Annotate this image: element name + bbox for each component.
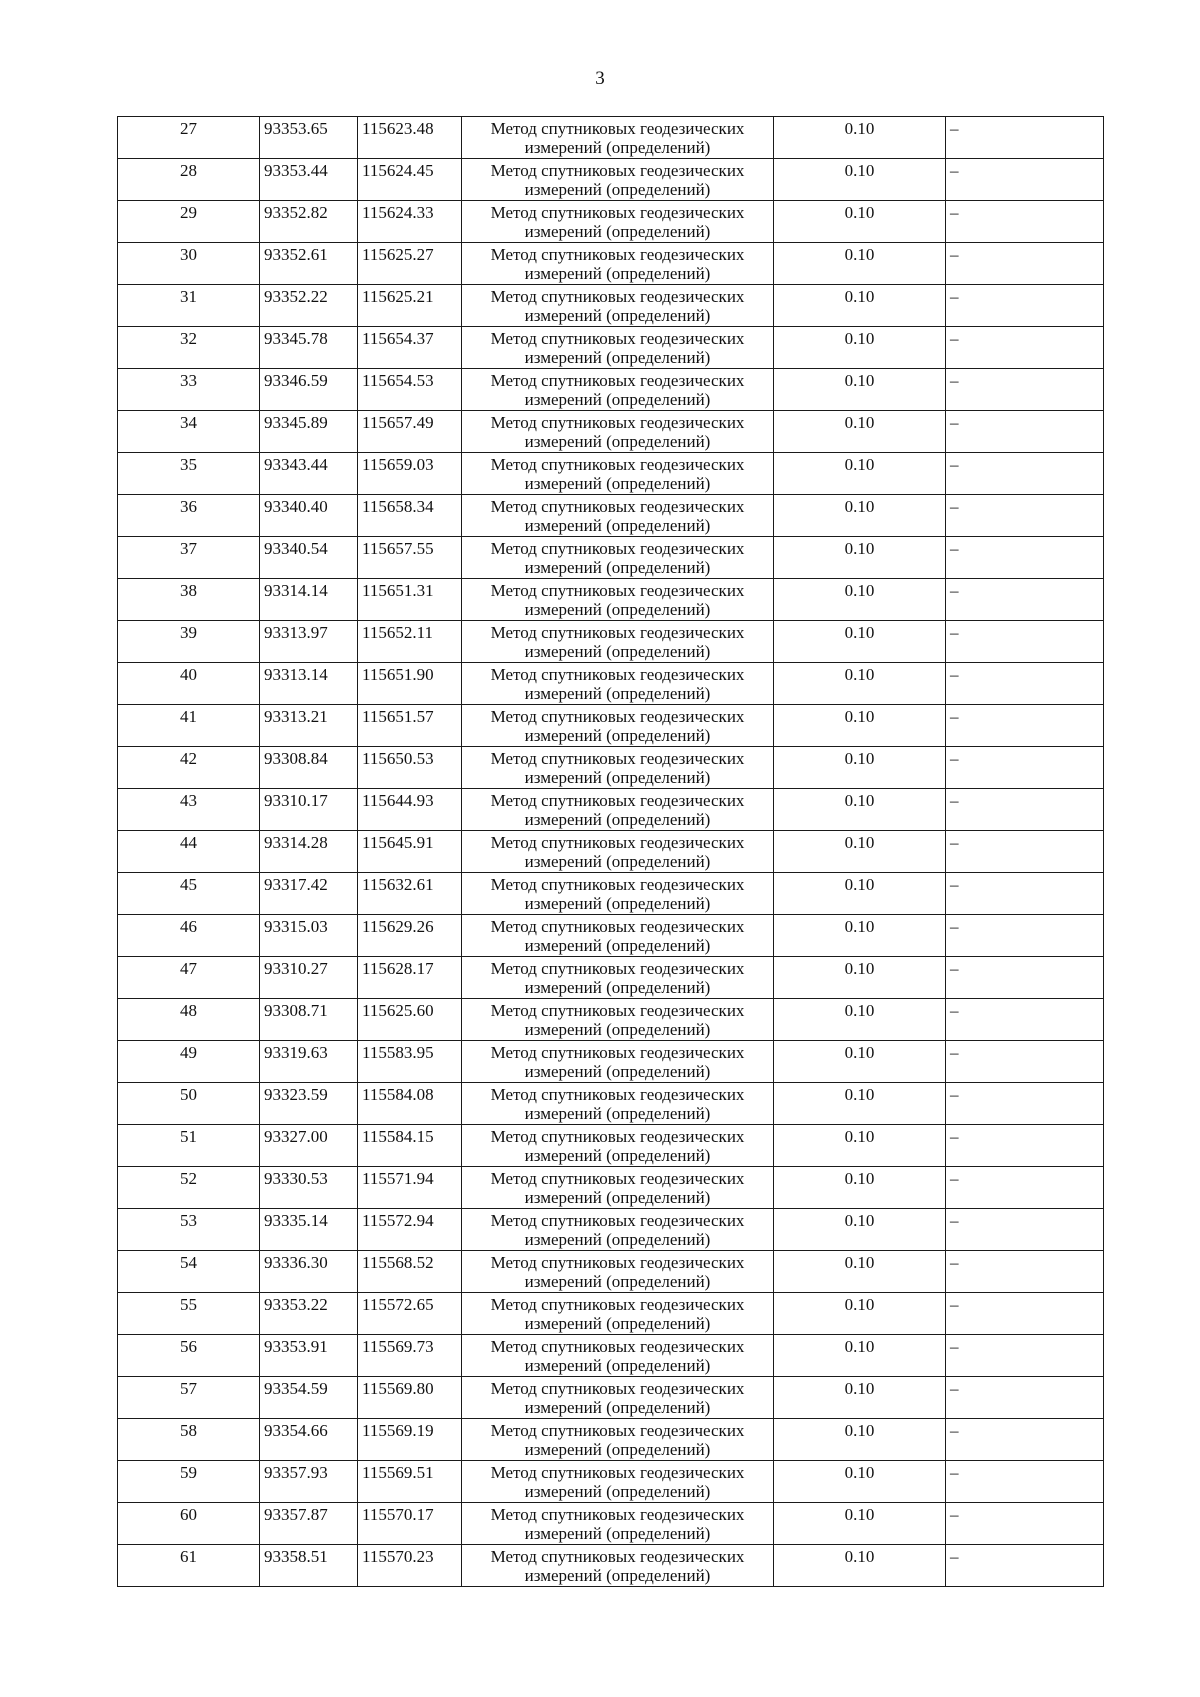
y-coordinate-cell: 115625.60 xyxy=(358,999,462,1041)
y-coordinate-cell: 115651.31 xyxy=(358,579,462,621)
x-coordinate-cell: 93340.40 xyxy=(260,495,358,537)
method-cell: Метод спутниковых геодезических измерений (определений) xyxy=(462,243,774,285)
point-number-cell: 59 xyxy=(118,1461,260,1503)
accuracy-cell: 0.10 xyxy=(774,873,946,915)
y-coordinate-cell: 115659.03 xyxy=(358,453,462,495)
accuracy-cell: 0.10 xyxy=(774,285,946,327)
point-number-cell: 56 xyxy=(118,1335,260,1377)
accuracy-cell: 0.10 xyxy=(774,1209,946,1251)
y-coordinate-cell: 115628.17 xyxy=(358,957,462,999)
note-cell: – xyxy=(946,663,1104,705)
note-cell: – xyxy=(946,1377,1104,1419)
y-coordinate-cell: 115569.73 xyxy=(358,1335,462,1377)
point-number-cell: 46 xyxy=(118,915,260,957)
note-cell: – xyxy=(946,1335,1104,1377)
accuracy-cell: 0.10 xyxy=(774,1293,946,1335)
table-row xyxy=(118,285,1104,327)
note-cell: – xyxy=(946,1293,1104,1335)
accuracy-cell: 0.10 xyxy=(774,243,946,285)
y-coordinate-cell: 115572.65 xyxy=(358,1293,462,1335)
y-coordinate-cell: 115570.17 xyxy=(358,1503,462,1545)
point-number-cell: 55 xyxy=(118,1293,260,1335)
coordinates-table xyxy=(117,116,1104,1587)
x-coordinate-cell: 93346.59 xyxy=(260,369,358,411)
method-cell: Метод спутниковых геодезических измерений (определений) xyxy=(462,873,774,915)
point-number-cell: 58 xyxy=(118,1419,260,1461)
y-coordinate-cell: 115570.23 xyxy=(358,1545,462,1587)
x-coordinate-cell: 93353.91 xyxy=(260,1335,358,1377)
table-row xyxy=(118,117,1104,159)
accuracy-cell: 0.10 xyxy=(774,621,946,663)
point-number-cell: 43 xyxy=(118,789,260,831)
table-row xyxy=(118,999,1104,1041)
y-coordinate-cell: 115645.91 xyxy=(358,831,462,873)
method-cell: Метод спутниковых геодезических измерений (определений) xyxy=(462,453,774,495)
point-number-cell: 40 xyxy=(118,663,260,705)
accuracy-cell: 0.10 xyxy=(774,495,946,537)
accuracy-cell: 0.10 xyxy=(774,999,946,1041)
note-cell: – xyxy=(946,705,1104,747)
note-cell: – xyxy=(946,915,1104,957)
note-cell: – xyxy=(946,327,1104,369)
method-cell: Метод спутниковых геодезических измерений (определений) xyxy=(462,1335,774,1377)
method-cell: Метод спутниковых геодезических измерений (определений) xyxy=(462,411,774,453)
y-coordinate-cell: 115584.15 xyxy=(358,1125,462,1167)
y-coordinate-cell: 115652.11 xyxy=(358,621,462,663)
x-coordinate-cell: 93345.89 xyxy=(260,411,358,453)
accuracy-cell: 0.10 xyxy=(774,1125,946,1167)
table-row xyxy=(118,1545,1104,1587)
y-coordinate-cell: 115571.94 xyxy=(358,1167,462,1209)
x-coordinate-cell: 93314.28 xyxy=(260,831,358,873)
y-coordinate-cell: 115650.53 xyxy=(358,747,462,789)
accuracy-cell: 0.10 xyxy=(774,789,946,831)
note-cell: – xyxy=(946,1083,1104,1125)
note-cell: – xyxy=(946,243,1104,285)
accuracy-cell: 0.10 xyxy=(774,201,946,243)
y-coordinate-cell: 115569.51 xyxy=(358,1461,462,1503)
point-number-cell: 54 xyxy=(118,1251,260,1293)
method-cell: Метод спутниковых геодезических измерений (определений) xyxy=(462,1041,774,1083)
x-coordinate-cell: 93310.27 xyxy=(260,957,358,999)
point-number-cell: 45 xyxy=(118,873,260,915)
table-row xyxy=(118,369,1104,411)
table-row xyxy=(118,873,1104,915)
accuracy-cell: 0.10 xyxy=(774,1041,946,1083)
method-cell: Метод спутниковых геодезических измерений (определений) xyxy=(462,1125,774,1167)
table-row xyxy=(118,1125,1104,1167)
point-number-cell: 28 xyxy=(118,159,260,201)
x-coordinate-cell: 93352.82 xyxy=(260,201,358,243)
method-cell: Метод спутниковых геодезических измерений (определений) xyxy=(462,915,774,957)
note-cell: – xyxy=(946,999,1104,1041)
point-number-cell: 47 xyxy=(118,957,260,999)
table-row xyxy=(118,1167,1104,1209)
point-number-cell: 57 xyxy=(118,1377,260,1419)
method-cell: Метод спутниковых геодезических измерений (определений) xyxy=(462,1209,774,1251)
table-row xyxy=(118,495,1104,537)
y-coordinate-cell: 115632.61 xyxy=(358,873,462,915)
table-row xyxy=(118,201,1104,243)
note-cell: – xyxy=(946,453,1104,495)
x-coordinate-cell: 93313.14 xyxy=(260,663,358,705)
accuracy-cell: 0.10 xyxy=(774,159,946,201)
y-coordinate-cell: 115623.48 xyxy=(358,117,462,159)
x-coordinate-cell: 93308.71 xyxy=(260,999,358,1041)
table-row xyxy=(118,1461,1104,1503)
method-cell: Метод спутниковых геодезических измерений (определений) xyxy=(462,201,774,243)
x-coordinate-cell: 93345.78 xyxy=(260,327,358,369)
table-row xyxy=(118,1083,1104,1125)
method-cell: Метод спутниковых геодезических измерений (определений) xyxy=(462,789,774,831)
table-row xyxy=(118,1377,1104,1419)
table-row xyxy=(118,915,1104,957)
x-coordinate-cell: 93352.61 xyxy=(260,243,358,285)
x-coordinate-cell: 93323.59 xyxy=(260,1083,358,1125)
point-number-cell: 50 xyxy=(118,1083,260,1125)
x-coordinate-cell: 93313.97 xyxy=(260,621,358,663)
point-number-cell: 52 xyxy=(118,1167,260,1209)
y-coordinate-cell: 115625.21 xyxy=(358,285,462,327)
note-cell: – xyxy=(946,159,1104,201)
y-coordinate-cell: 115568.52 xyxy=(358,1251,462,1293)
method-cell: Метод спутниковых геодезических измерений (определений) xyxy=(462,1083,774,1125)
accuracy-cell: 0.10 xyxy=(774,1377,946,1419)
note-cell: – xyxy=(946,957,1104,999)
x-coordinate-cell: 93353.22 xyxy=(260,1293,358,1335)
table-row xyxy=(118,1251,1104,1293)
note-cell: – xyxy=(946,1041,1104,1083)
y-coordinate-cell: 115658.34 xyxy=(358,495,462,537)
x-coordinate-cell: 93352.22 xyxy=(260,285,358,327)
x-coordinate-cell: 93343.44 xyxy=(260,453,358,495)
point-number-cell: 61 xyxy=(118,1545,260,1587)
point-number-cell: 31 xyxy=(118,285,260,327)
table-row xyxy=(118,1335,1104,1377)
note-cell: – xyxy=(946,873,1104,915)
table-row xyxy=(118,1419,1104,1461)
method-cell: Метод спутниковых геодезических измерений (определений) xyxy=(462,117,774,159)
point-number-cell: 49 xyxy=(118,1041,260,1083)
accuracy-cell: 0.10 xyxy=(774,1251,946,1293)
table-row xyxy=(118,579,1104,621)
method-cell: Метод спутниковых геодезических измерений (определений) xyxy=(462,537,774,579)
method-cell: Метод спутниковых геодезических измерений (определений) xyxy=(462,1461,774,1503)
table-row xyxy=(118,621,1104,663)
accuracy-cell: 0.10 xyxy=(774,915,946,957)
accuracy-cell: 0.10 xyxy=(774,705,946,747)
point-number-cell: 32 xyxy=(118,327,260,369)
y-coordinate-cell: 115657.49 xyxy=(358,411,462,453)
y-coordinate-cell: 115629.26 xyxy=(358,915,462,957)
method-cell: Метод спутниковых геодезических измерений (определений) xyxy=(462,285,774,327)
point-number-cell: 38 xyxy=(118,579,260,621)
method-cell: Метод спутниковых геодезических измерений (определений) xyxy=(462,1377,774,1419)
method-cell: Метод спутниковых геодезических измерений (определений) xyxy=(462,999,774,1041)
table-row xyxy=(118,1041,1104,1083)
x-coordinate-cell: 93310.17 xyxy=(260,789,358,831)
x-coordinate-cell: 93354.66 xyxy=(260,1419,358,1461)
note-cell: – xyxy=(946,201,1104,243)
accuracy-cell: 0.10 xyxy=(774,369,946,411)
note-cell: – xyxy=(946,285,1104,327)
point-number-cell: 39 xyxy=(118,621,260,663)
accuracy-cell: 0.10 xyxy=(774,1461,946,1503)
x-coordinate-cell: 93358.51 xyxy=(260,1545,358,1587)
accuracy-cell: 0.10 xyxy=(774,453,946,495)
x-coordinate-cell: 93335.14 xyxy=(260,1209,358,1251)
y-coordinate-cell: 115651.90 xyxy=(358,663,462,705)
table-row xyxy=(118,327,1104,369)
note-cell: – xyxy=(946,579,1104,621)
method-cell: Метод спутниковых геодезических измерений (определений) xyxy=(462,747,774,789)
point-number-cell: 37 xyxy=(118,537,260,579)
y-coordinate-cell: 115569.80 xyxy=(358,1377,462,1419)
table-row xyxy=(118,537,1104,579)
accuracy-cell: 0.10 xyxy=(774,1167,946,1209)
note-cell: – xyxy=(946,537,1104,579)
note-cell: – xyxy=(946,411,1104,453)
accuracy-cell: 0.10 xyxy=(774,957,946,999)
note-cell: – xyxy=(946,831,1104,873)
y-coordinate-cell: 115624.45 xyxy=(358,159,462,201)
accuracy-cell: 0.10 xyxy=(774,537,946,579)
x-coordinate-cell: 93313.21 xyxy=(260,705,358,747)
table-row xyxy=(118,663,1104,705)
y-coordinate-cell: 115651.57 xyxy=(358,705,462,747)
note-cell: – xyxy=(946,1209,1104,1251)
y-coordinate-cell: 115584.08 xyxy=(358,1083,462,1125)
method-cell: Метод спутниковых геодезических измерений (определений) xyxy=(462,1545,774,1587)
note-cell: – xyxy=(946,747,1104,789)
method-cell: Метод спутниковых геодезических измерений (определений) xyxy=(462,1167,774,1209)
x-coordinate-cell: 93319.63 xyxy=(260,1041,358,1083)
note-cell: – xyxy=(946,1419,1104,1461)
y-coordinate-cell: 115569.19 xyxy=(358,1419,462,1461)
x-coordinate-cell: 93308.84 xyxy=(260,747,358,789)
table-row xyxy=(118,1503,1104,1545)
x-coordinate-cell: 93353.65 xyxy=(260,117,358,159)
table-row xyxy=(118,1209,1104,1251)
y-coordinate-cell: 115625.27 xyxy=(358,243,462,285)
x-coordinate-cell: 93357.93 xyxy=(260,1461,358,1503)
note-cell: – xyxy=(946,117,1104,159)
x-coordinate-cell: 93340.54 xyxy=(260,537,358,579)
page-number: 3 xyxy=(595,68,605,89)
coordinates-table-body xyxy=(118,117,1104,1587)
accuracy-cell: 0.10 xyxy=(774,1545,946,1587)
x-coordinate-cell: 93330.53 xyxy=(260,1167,358,1209)
method-cell: Метод спутниковых геодезических измерений (определений) xyxy=(462,663,774,705)
method-cell: Метод спутниковых геодезических измерений (определений) xyxy=(462,957,774,999)
x-coordinate-cell: 93314.14 xyxy=(260,579,358,621)
x-coordinate-cell: 93357.87 xyxy=(260,1503,358,1545)
table-row xyxy=(118,789,1104,831)
method-cell: Метод спутниковых геодезических измерений (определений) xyxy=(462,369,774,411)
note-cell: – xyxy=(946,1503,1104,1545)
accuracy-cell: 0.10 xyxy=(774,1335,946,1377)
table-row xyxy=(118,957,1104,999)
y-coordinate-cell: 115583.95 xyxy=(358,1041,462,1083)
x-coordinate-cell: 93327.00 xyxy=(260,1125,358,1167)
method-cell: Метод спутниковых геодезических измерений (определений) xyxy=(462,1419,774,1461)
method-cell: Метод спутниковых геодезических измерений (определений) xyxy=(462,705,774,747)
point-number-cell: 44 xyxy=(118,831,260,873)
table-row xyxy=(118,159,1104,201)
note-cell: – xyxy=(946,1251,1104,1293)
method-cell: Метод спутниковых геодезических измерений (определений) xyxy=(462,1503,774,1545)
y-coordinate-cell: 115657.55 xyxy=(358,537,462,579)
accuracy-cell: 0.10 xyxy=(774,831,946,873)
table-row xyxy=(118,243,1104,285)
note-cell: – xyxy=(946,1167,1104,1209)
note-cell: – xyxy=(946,1461,1104,1503)
table-row xyxy=(118,831,1104,873)
table-row xyxy=(118,1293,1104,1335)
point-number-cell: 33 xyxy=(118,369,260,411)
x-coordinate-cell: 93317.42 xyxy=(260,873,358,915)
point-number-cell: 36 xyxy=(118,495,260,537)
accuracy-cell: 0.10 xyxy=(774,411,946,453)
note-cell: – xyxy=(946,495,1104,537)
y-coordinate-cell: 115624.33 xyxy=(358,201,462,243)
point-number-cell: 42 xyxy=(118,747,260,789)
point-number-cell: 34 xyxy=(118,411,260,453)
accuracy-cell: 0.10 xyxy=(774,117,946,159)
x-coordinate-cell: 93353.44 xyxy=(260,159,358,201)
accuracy-cell: 0.10 xyxy=(774,1083,946,1125)
x-coordinate-cell: 93354.59 xyxy=(260,1377,358,1419)
accuracy-cell: 0.10 xyxy=(774,747,946,789)
method-cell: Метод спутниковых геодезических измерений (определений) xyxy=(462,159,774,201)
x-coordinate-cell: 93315.03 xyxy=(260,915,358,957)
method-cell: Метод спутниковых геодезических измерений (определений) xyxy=(462,495,774,537)
method-cell: Метод спутниковых геодезических измерений (определений) xyxy=(462,1251,774,1293)
method-cell: Метод спутниковых геодезических измерений (определений) xyxy=(462,621,774,663)
method-cell: Метод спутниковых геодезических измерений (определений) xyxy=(462,579,774,621)
method-cell: Метод спутниковых геодезических измерений (определений) xyxy=(462,327,774,369)
point-number-cell: 60 xyxy=(118,1503,260,1545)
accuracy-cell: 0.10 xyxy=(774,579,946,621)
point-number-cell: 27 xyxy=(118,117,260,159)
y-coordinate-cell: 115572.94 xyxy=(358,1209,462,1251)
point-number-cell: 51 xyxy=(118,1125,260,1167)
table-row xyxy=(118,453,1104,495)
note-cell: – xyxy=(946,621,1104,663)
point-number-cell: 48 xyxy=(118,999,260,1041)
note-cell: – xyxy=(946,789,1104,831)
table-row xyxy=(118,705,1104,747)
method-cell: Метод спутниковых геодезических измерений (определений) xyxy=(462,1293,774,1335)
note-cell: – xyxy=(946,1545,1104,1587)
method-cell: Метод спутниковых геодезических измерений (определений) xyxy=(462,831,774,873)
y-coordinate-cell: 115654.53 xyxy=(358,369,462,411)
accuracy-cell: 0.10 xyxy=(774,1503,946,1545)
point-number-cell: 53 xyxy=(118,1209,260,1251)
point-number-cell: 35 xyxy=(118,453,260,495)
x-coordinate-cell: 93336.30 xyxy=(260,1251,358,1293)
table-row xyxy=(118,411,1104,453)
point-number-cell: 29 xyxy=(118,201,260,243)
table-row xyxy=(118,747,1104,789)
y-coordinate-cell: 115644.93 xyxy=(358,789,462,831)
note-cell: – xyxy=(946,1125,1104,1167)
accuracy-cell: 0.10 xyxy=(774,663,946,705)
note-cell: – xyxy=(946,369,1104,411)
accuracy-cell: 0.10 xyxy=(774,1419,946,1461)
y-coordinate-cell: 115654.37 xyxy=(358,327,462,369)
point-number-cell: 41 xyxy=(118,705,260,747)
accuracy-cell: 0.10 xyxy=(774,327,946,369)
point-number-cell: 30 xyxy=(118,243,260,285)
